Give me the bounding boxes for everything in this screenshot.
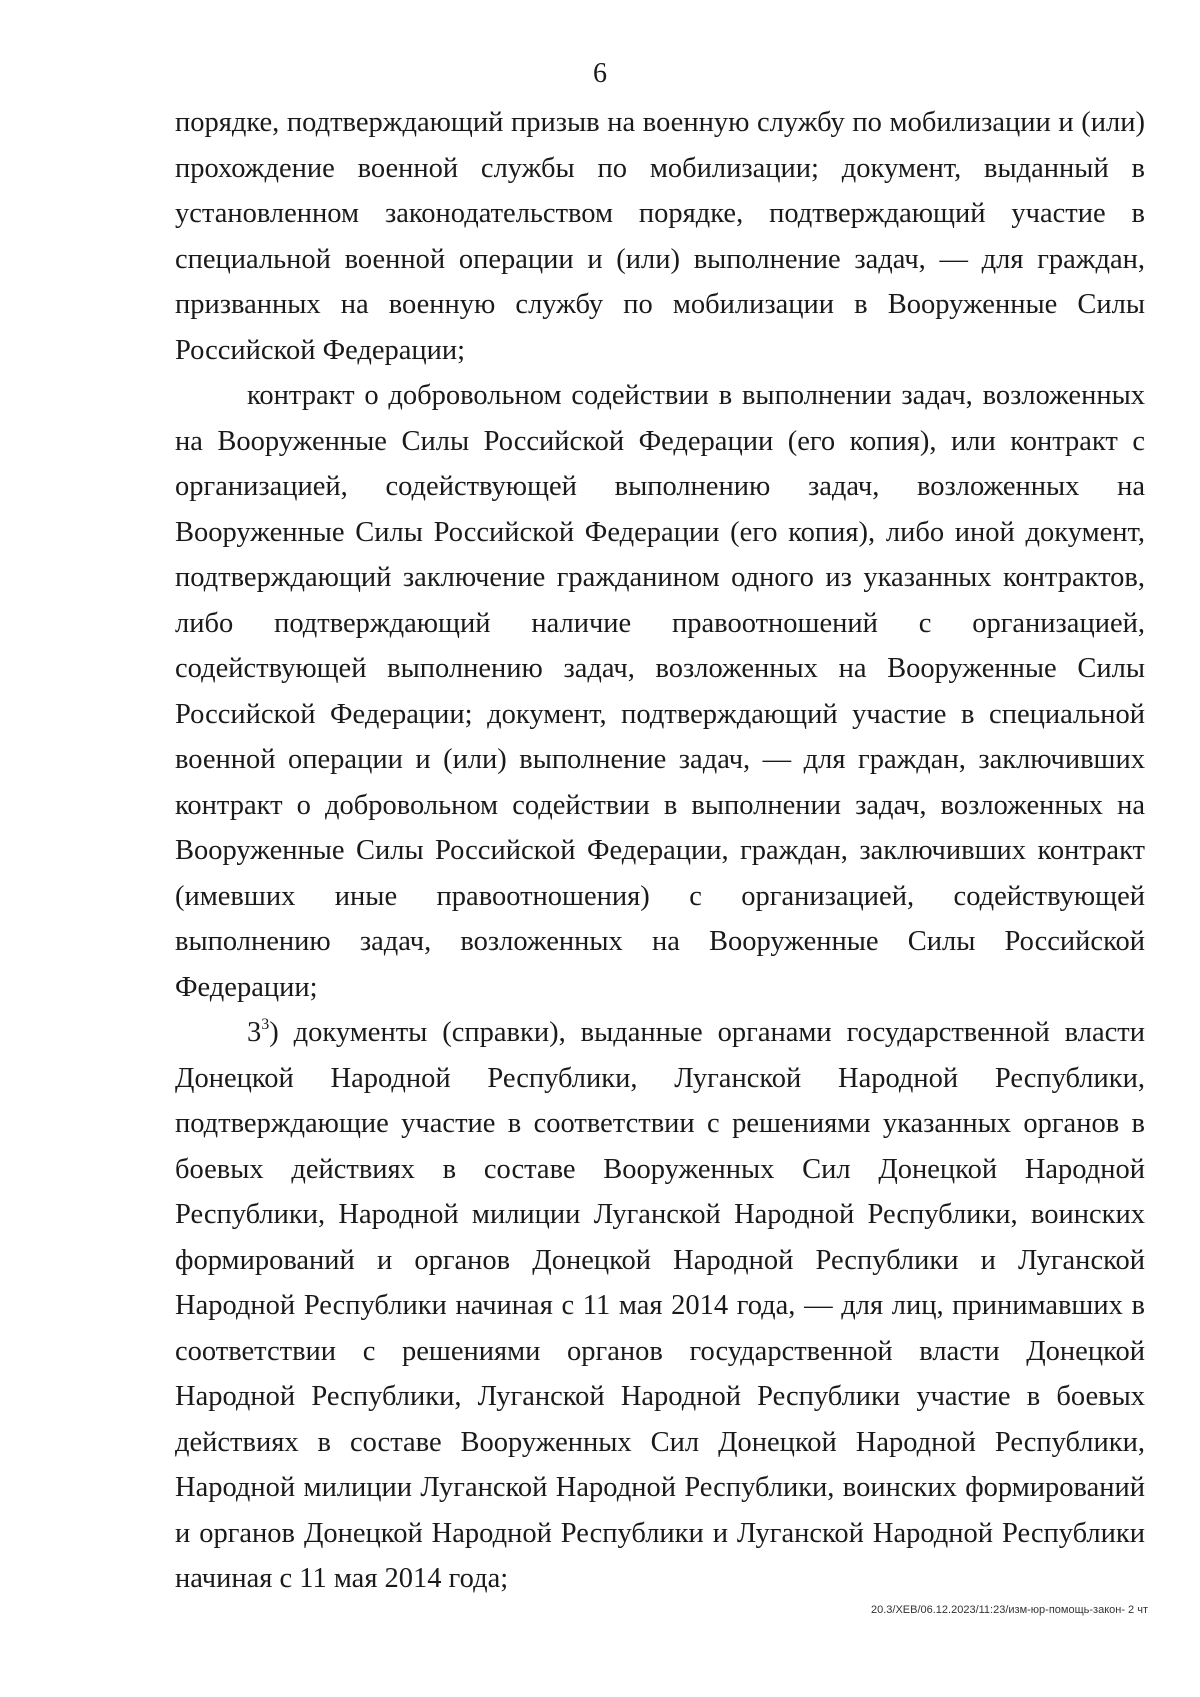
- document-body: [175, 100, 1145, 1602]
- item-superscript: 3: [261, 1016, 270, 1033]
- page-number: 6: [593, 58, 607, 89]
- item-text: ) документы (справки), выданные органами государственной власти Донецкой Народной Республики, Луганской Народной Республики, подтверждающие участие в соответствии с решениями указанных органов в боевых действиях в составе Вооруженных Сил Донецкой Народной Республики, Народной милиции Луганской Народной Республики, воинских формирований и органов Донецкой Народной Республики и Луганской Народной Республики начиная с 11 мая 2014 года, — для лиц, принимавших в соответствии с решениями органов государственной власти Донецкой Народной Республики, Луганской Народной Республики участие в боевых действиях в составе Вооруженных Сил Донецкой Народной Республики, Народной милиции Луганской Народной Республики, воинских формирований и органов Донецкой Народной Республики и Луганской Народной Республики начиная с 11 мая 2014 года;: [175, 1017, 1145, 1594]
- paragraph-continuation: порядке, подтверждающий призыв на военную службу по мобилизации и (или) прохождение военной службы по мобилизации; документ, выданный в установленном законодательством порядке, подтверждающий участие в специальной военной операции и (или) выполнение задач, — для граждан, призванных на военную службу по мобилизации в Вооруженные Силы Российской Федерации;: [175, 107, 1145, 366]
- paragraph-item-3-3: [175, 1010, 1145, 1602]
- item-number: 3: [247, 1017, 262, 1048]
- paragraph-contract: контракт о добровольном содействии в выполнении задач, возложенных на Вооруженные Силы Российской Федерации (его копия), или контракт с организацией, содействующей выполнению задач, возложенных на Вооруженные Силы Российской Федерации (его копия), либо иной документ, подтверждающий заключение гражданином одного из указанных контрактов, либо подтверждающий наличие правоотношений с организацией, содействующей выполнению задач, возложенных на Вооруженные Силы Российской Федерации; документ, подтверждающий участие в специальной военной операции и (или) выполнение задач, — для граждан, заключивших контракт о добровольном содействии в выполнении задач, возложенных на Вооруженные Силы Российской Федерации, граждан, заключивших контракт (имевших иные правоотношения) с организацией, содействующей выполнению задач, возложенных на Вооруженные Силы Российской Федерации;: [175, 380, 1145, 1003]
- footer-document-code: 20.3/ХЕВ/06.12.2023/11:23/изм-юр-помощь-закон- 2 чт: [870, 1604, 1148, 1616]
